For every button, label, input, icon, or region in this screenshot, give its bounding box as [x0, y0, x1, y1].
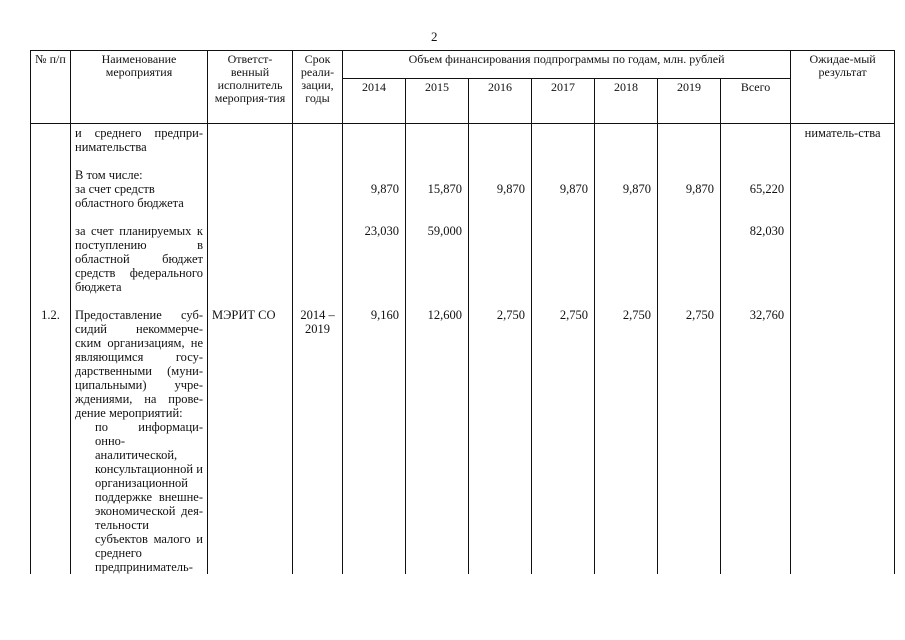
header-year: 2016 — [469, 79, 532, 124]
header-responsible: Ответст-венный исполнитель мероприя-тия — [208, 51, 293, 124]
cell-value: 59,000 — [406, 224, 469, 294]
cell-value — [658, 224, 721, 294]
cell-value: 9,870 — [532, 182, 595, 210]
table-header — [31, 51, 895, 124]
row-item-number: 1.2. — [31, 308, 71, 574]
cell-value: 12,600 — [406, 308, 469, 574]
cell-value — [595, 224, 658, 294]
header-result: Ожидае-мый результат — [791, 51, 895, 124]
cell-value: 2,750 — [658, 308, 721, 574]
funding-table — [30, 50, 895, 574]
header-total: Всего — [721, 79, 791, 124]
cell-value: 9,870 — [343, 182, 406, 210]
cell-value — [469, 224, 532, 294]
header-funding: Объем финансирования подпрограммы по годам, млн. рублей — [343, 51, 791, 79]
row-incl-label: В том числе: — [71, 168, 208, 182]
cell-value: 9,870 — [595, 182, 658, 210]
row-item-term: 2014 – 2019 — [293, 308, 343, 574]
table-row — [31, 224, 895, 294]
cell-value: 15,870 — [406, 182, 469, 210]
row-cont-name: и среднего предпри-нимательства — [71, 124, 208, 155]
cell-value: 2,750 — [469, 308, 532, 574]
table-row — [31, 308, 895, 574]
header-year: 2018 — [595, 79, 658, 124]
header-year: 2014 — [343, 79, 406, 124]
row-item-name — [71, 308, 208, 574]
row-cont-result: ниматель-ства — [791, 124, 895, 155]
cell-value — [532, 224, 595, 294]
table-row — [31, 168, 895, 182]
header-year: 2017 — [532, 79, 595, 124]
row-regional-name: за счет средств областного бюджета — [71, 182, 208, 210]
cell-total: 65,220 — [721, 182, 791, 210]
header-num: № п/п — [31, 51, 71, 124]
cell-value: 9,870 — [469, 182, 532, 210]
cell-value: 9,160 — [343, 308, 406, 574]
table-row — [31, 124, 895, 155]
cell-total: 32,760 — [721, 308, 791, 574]
header-name: Наименование мероприятия — [71, 51, 208, 124]
row-item-responsible: МЭРИТ СО — [208, 308, 293, 574]
row-item-name-sub: по информаци-онно-аналитической, консультационной и организационной поддержке внешне-экономической дея-тельности субъектов малого и среднего предприниматель- — [95, 420, 203, 574]
cell-value: 23,030 — [343, 224, 406, 294]
cell-value: 2,750 — [532, 308, 595, 574]
header-year: 2019 — [658, 79, 721, 124]
cell-value: 9,870 — [658, 182, 721, 210]
row-federal-name: за счет планируемых к поступлению в областной бюджет средств федерального бюджета — [71, 224, 208, 294]
page-number: 2 — [431, 29, 438, 44]
header-term: Срок реали-зации, годы — [293, 51, 343, 124]
row-item-name-main: Предоставление суб-сидий некоммерче-ским организациям, не являющимся госу-дарственными (муни-ципальными) учре-ждениями, на прове-дение мероприятий: — [75, 308, 203, 420]
table-row — [31, 182, 895, 210]
cell-value: 2,750 — [595, 308, 658, 574]
header-year: 2015 — [406, 79, 469, 124]
cell-total: 82,030 — [721, 224, 791, 294]
